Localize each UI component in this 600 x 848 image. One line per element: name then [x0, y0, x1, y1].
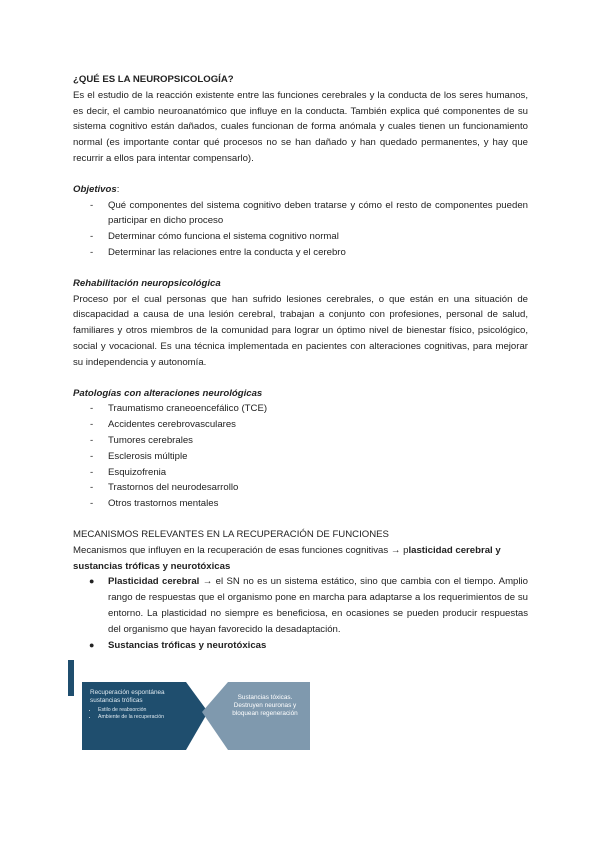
list-item: • Ambiente de la recuperación: [98, 714, 182, 721]
list-item: [73, 638, 528, 654]
rehabilitacion-title: Rehabilitación neuropsicológica: [73, 277, 221, 289]
mecanismos-intro: [73, 543, 528, 575]
list-item: - Qué componentes del sistema cognitivo deben tratarse y cómo el resto de componentes pueden participar en dicho proceso: [73, 198, 528, 230]
left-box-title: Recuperación espontánea sustancias tróficas: [90, 689, 165, 704]
list-item: - Esclerosis múltiple: [73, 449, 528, 465]
patologias-list: [73, 401, 528, 512]
objetivos-list: [73, 198, 528, 261]
mecanismos-title: MECANISMOS RELEVANTES EN LA RECUPERACIÓN DE FUNCIONES: [73, 528, 389, 540]
mecanismos-intro-bold: lasticidad cerebral y sustancias tróficas y neurotóxicas: [73, 544, 501, 572]
bullet-icon: ●: [89, 639, 95, 650]
list-item: - Esquizofrenia: [73, 465, 528, 481]
patologias-title: Patologías con alteraciones neurológicas: [73, 387, 263, 399]
section-title-neuropsicologia: ¿QUÉ ES LA NEUROPSICOLOGÍA?: [73, 74, 234, 85]
document-page: [73, 0, 528, 653]
list-item: - Traumatismo craneoencefálico (TCE): [73, 401, 528, 417]
list-item: • Estilo de reabsorción: [98, 707, 182, 714]
mecanismos-intro-plain: Mecanismos que influyen en la recuperación de esas funciones cognitivas → p: [73, 544, 409, 556]
objetivos-colon: :: [116, 183, 120, 195]
list-item: [73, 574, 528, 637]
sustancias-label: Sustancias tróficas y neurotóxicas: [108, 639, 267, 651]
list-item: - Trastornos del neurodesarrollo: [73, 480, 528, 496]
section-body-neuropsicologia: Es el estudio de la reacción existente entre las funciones cerebrales y la conducta de los seres humanos, es decir, el cambio neuroanatómico que influye en la conducta. También explica qué componentes de su sistema cognitivo están dañados, cuales funcionan de forma anómala y cuales tienen un funcionamiento normal (es importante contar qué procesos no se han dañado y han quedado permanentes, y hay que recurrir a ellos para intentar compensarlo).: [73, 89, 528, 164]
left-box: [84, 685, 188, 747]
list-item: - Accidentes cerebrovasculares: [73, 417, 528, 433]
plasticidad-label: Plasticidad cerebral: [108, 576, 200, 588]
objetivos-title: Objetivos: [73, 183, 117, 195]
right-box-text: Sustancias tóxicas. Destruyen neuronas y bloquean regeneración: [232, 694, 298, 717]
diagram-figure: [68, 660, 312, 760]
objetivos-heading: [73, 182, 528, 198]
list-item: - Otros trastornos mentales: [73, 496, 528, 512]
left-box-list: [90, 707, 182, 721]
plasticidad-text: → el SN no es un sistema estático, sino que cambia con el tiempo. Amplio rango de respuestas que el organismo pone en marcha para adaptarse a los requerimientos de su entorno. La plasticidad no siempre es beneficiosa, en ocasiones se pueden producir respuestas del organismo que hayan favorecido la desadaptación.: [108, 576, 528, 635]
rehabilitacion-body: Proceso por el cual personas que han sufrido lesiones cerebrales, o que están en una situación de discapacidad a causa de una lesión cerebral, trabajan a conjunto con profesiones, personal de salud, familiares y otros miembros de la comunidad para lograr un óptimo nivel de bienestar físico, psicológico, social y vocacional. Es una técnica implementada en pacientes con alteraciones cognitivas, para mejorar su independencia y autonomía.: [73, 293, 528, 368]
list-item: - Determinar cómo funciona el sistema cognitivo normal: [73, 229, 528, 245]
bullet-icon: ●: [89, 576, 95, 587]
list-item: - Determinar las relaciones entre la conducta y el cerebro: [73, 245, 528, 261]
mecanismos-list: [73, 574, 528, 653]
list-item: - Tumores cerebrales: [73, 433, 528, 449]
